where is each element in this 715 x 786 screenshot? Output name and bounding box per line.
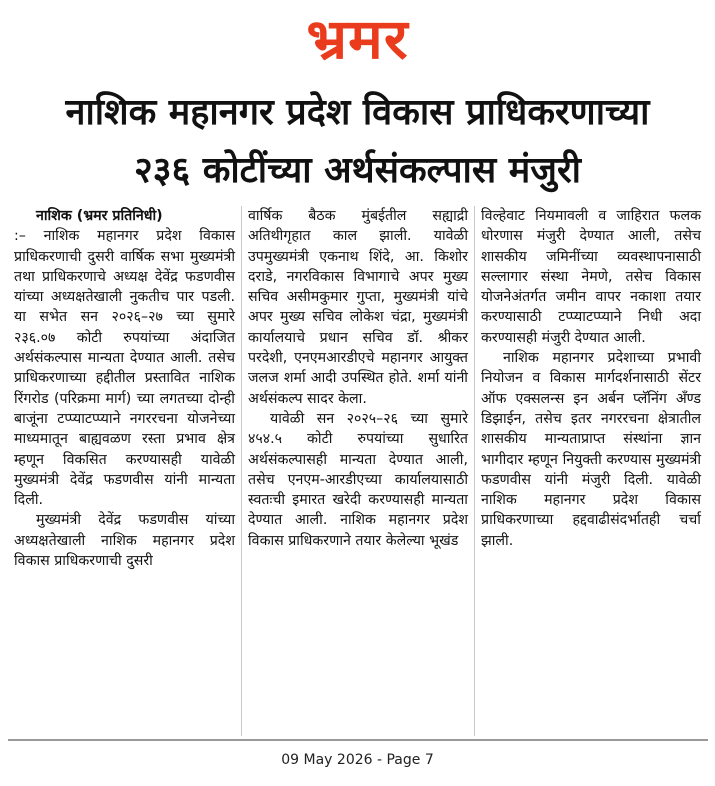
paragraph: विल्हेवाट नियमावली व जाहिरात फलक धोरणास मंजुरी देण्यात आली, तसेच शासकीय जमिनींच्या व्यवस्थापनासाठी सल्लागार संस्था नेमणे, तसेच विकास योजनेअंतर्गत जमीन वापर नकाशा तयार करण्यासाठी टप्प्याटप्प्याने निधी अदा करण्यासही मंजुरी देण्यात आली.	[481, 208, 701, 346]
bottom-divider	[8, 739, 708, 741]
headline-line-2: २३६ कोटींच्या अर्थसंकल्पास मंजुरी	[134, 150, 581, 191]
paragraph: यावेळी सन २०२५–२६ च्या सुमारे ४५४.५ कोटी रुपयांच्या सुधारित अर्थसंकल्पासही मान्यता देण्यात आली, तसेच एनएम-आरडीएच्या कार्यालयासाठी स्वतःची इमारत खरेदी करण्यासही मान्यता देण्यात आली. नाशिक महानगर प्रदेश विकास प्राधिकरणाने तयार केलेल्या भूखंड	[248, 410, 468, 549]
paragraph: मुख्यमंत्री देवेंद्र फडणवीस यांच्या अध्यक्षतेखाली नाशिक महानगर प्रदेश विकास प्राधिकरणाची दुसरी	[14, 512, 235, 570]
page-footer: 09 May 2026 - Page 7	[281, 752, 434, 768]
paragraph: नाशिक महानगर प्रदेशाच्या प्रभावी नियोजन व विकास मार्गदर्शनासाठी सेंटर ऑफ एक्सलन्स इन अर्बन प्लॅनिंग अँण्ड डिझाईन, तसेच इतर नगररचना क्षेत्रातील शासकीय मान्यताप्राप्त संस्थांना ज्ञान भागीदार म्हणून नियुक्ती करण्यास मुख्यमंत्री फडणवीस यांनी मंजुरी दिली. यावेळी नाशिक महानगर प्रदेश विकास प्राधिकरणाच्या हद्दवाढीसंदर्भातही चर्चा झाली.	[481, 350, 701, 549]
masthead	[0, 0, 715, 78]
newspaper-logo: भ्रमर	[306, 6, 409, 72]
article-column-1	[8, 206, 241, 736]
paragraph: वार्षिक बैठक मुंबईतील सह्याद्री अतिथीगृहात काल झाली. यावेळी उपमुख्यमंत्री एकनाथ शिंदे, आ. किशोर दराडे, नगरविकास विभागाचे अपर मुख्य सचिव असीमकुमार गुप्ता, मुख्यमंत्री यांचे अपर मुख्य सचिव लोकेश चंद्रा, मुख्यमंत्री कार्यालयाचे प्रधान सचिव डॉ. श्रीकर परदेशी, एनएमआरडीएचे महानगर आयुक्त जलज शर्मा आदी उपस्थित होते. शर्मा यांनी अर्थसंकल्प सादर केला.	[248, 208, 468, 407]
article-headline	[0, 84, 715, 200]
article-body	[8, 206, 708, 736]
article-column-3	[474, 206, 707, 736]
headline-line-1: नाशिक महानगर प्रदेश विकास प्राधिकरणाच्या	[65, 92, 650, 133]
article-column-2	[241, 206, 474, 736]
paragraph: :– नाशिक महानगर प्रदेश विकास प्राधिकरणाची दुसरी वार्षिक सभा मुख्यमंत्री तथा प्राधिकरणाचे अध्यक्ष देवेंद्र फडणवीस यांच्या अध्यक्षतेखाली नुकतीच पार पडली. या सभेत सन २०२६–२७ च्या सुमारे २३६.०७ कोटी रुपयांच्या अंदाजित अर्थसंकल्पास मान्यता देण्यात आली. तसेच प्राधिकरणाच्या हद्दीतील प्रस्तावित नाशिक रिंगरोड (परिक्रमा मार्ग) च्या लगतच्या दोन्ही बाजूंना टप्प्याटप्प्याने नगररचना योजनेच्या माध्यमातून बाह्यवळण रस्ता प्रभाव क्षेत्र म्हणून विकसित करण्यासही यावेळी मुख्यमंत्री देवेंद्र फडणवीस यांनी मान्यता दिली.	[14, 228, 235, 509]
dateline: नाशिक (भ्रमर प्रतिनिधी)	[36, 208, 163, 224]
